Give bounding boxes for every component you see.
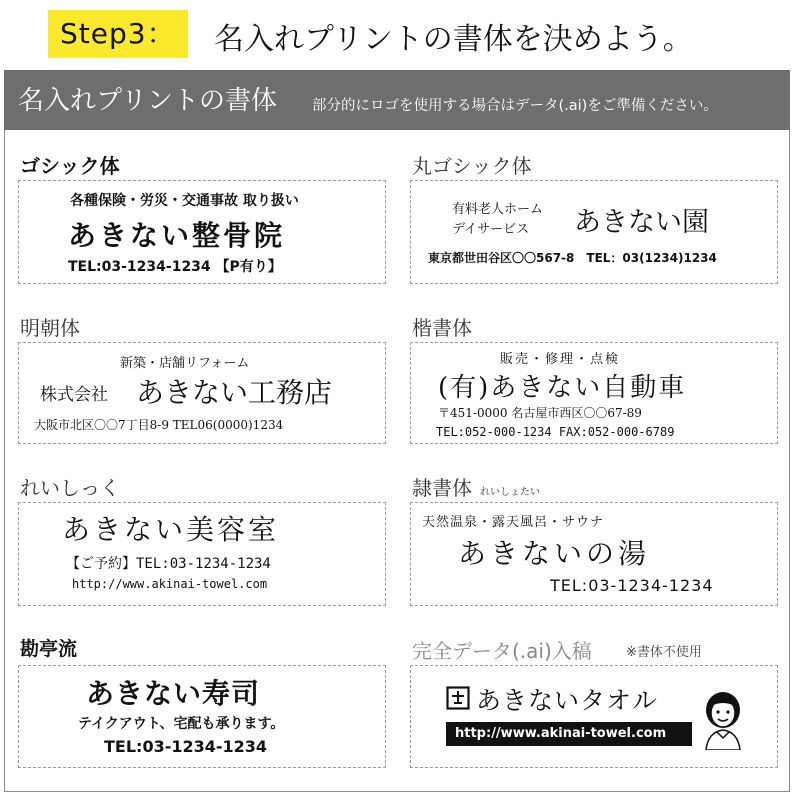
font-label-kanteiryu: 勘亭流 (20, 638, 78, 660)
reishikku-line3: http://www.akinai-towel.com (72, 577, 268, 591)
maru-line1a: 有料老人ホーム (452, 202, 544, 217)
reisho-line1: 天然温泉・露天風呂・サウナ (422, 515, 605, 530)
staff-mascot-icon (700, 688, 746, 750)
mincho-line3: 大阪市北区〇〇7丁目8-9 TEL06(0000)1234 (34, 418, 284, 432)
reisho-line3: TEL:03-1234-1234 (550, 576, 714, 595)
reisho-name: 隷書体 (412, 476, 472, 500)
maru-line3: 東京都世田谷区〇〇567-8 TEL：03(1234)1234 (428, 251, 717, 265)
full-data-note: ※書体不使用 (626, 645, 702, 660)
full-data-logo: あきないタオル (476, 686, 659, 715)
font-label-full-data: 完全データ(.ai)入稿 (412, 639, 592, 663)
reisho-ruby: れいしょたい (480, 487, 540, 498)
kanteiryu-line2: テイクアウト、宅配も承ります。 (78, 716, 285, 732)
font-label-reisho (412, 472, 540, 501)
font-label-gothic: ゴシック体 (20, 154, 120, 178)
maru-line2: あきない園 (574, 207, 709, 238)
reishikku-line1: あきない美容室 (62, 513, 280, 546)
header-note: 部分的にロゴを使用する場合はデータ(.ai)をご準備ください。 (312, 98, 718, 114)
step-label: Step3： (60, 17, 176, 50)
font-label-maru-gothic: 丸ゴシック体 (412, 154, 532, 178)
step-title: 名入れプリントの書体を決めよう。 (214, 22, 693, 57)
gothic-line3: TEL:03-1234-1234 【P有り】 (68, 259, 282, 275)
header-title: 名入れプリントの書体 (18, 86, 277, 116)
kaisho-line3: 〒451-0000 名古屋市西区〇〇67-89 (438, 406, 642, 420)
font-label-reishikku: れいしっく (20, 476, 120, 500)
kanteiryu-line3: TEL:03-1234-1234 (104, 737, 268, 756)
mincho-line2a: 株式会社 (40, 385, 108, 405)
kaisho-line2: (有)あきない自動車 (438, 373, 687, 403)
kaisho-line4: TEL:052-000-1234 FAX:052-000-6789 (436, 425, 675, 439)
reishikku-line2: 【ご予約】TEL:03-1234-1234 (66, 556, 271, 572)
font-label-kaisho: 楷書体 (412, 316, 472, 340)
full-data-url: http://www.akinai-towel.com (455, 726, 667, 741)
gothic-line2: あきない整骨院 (68, 219, 286, 252)
gothic-line1: 各種保険・労災・交通事故 取り扱い (70, 193, 299, 209)
towel-logo-icon (446, 686, 470, 710)
reisho-line2: あきないの湯 (458, 537, 651, 570)
font-label-mincho: 明朝体 (20, 316, 80, 340)
mincho-line2b: あきない工務店 (136, 376, 333, 409)
mincho-line1: 新築・店舗リフォーム (120, 356, 250, 371)
maru-line1b: デイサービス (452, 222, 530, 237)
kanteiryu-line1: あきない寿司 (86, 677, 261, 710)
kaisho-line1: 販売・修理・点検 (500, 352, 621, 367)
